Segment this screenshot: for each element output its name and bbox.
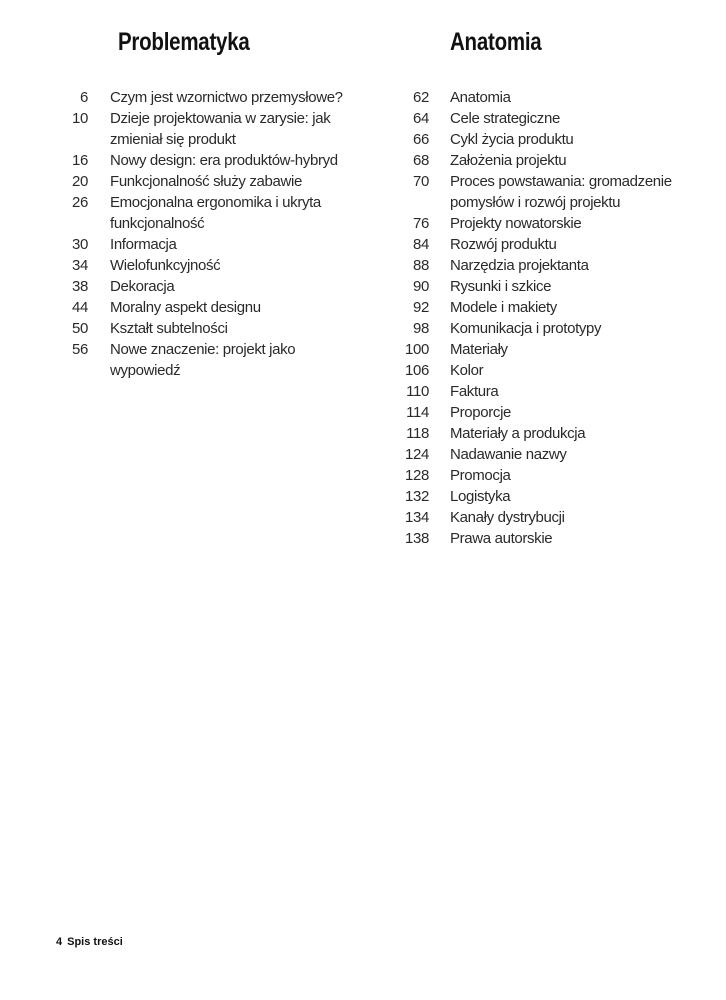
toc-title-line: Informacja <box>110 236 177 253</box>
toc-entry[interactable] <box>380 381 720 402</box>
toc-entry[interactable] <box>380 486 720 507</box>
toc-title <box>450 297 557 318</box>
toc-entry[interactable] <box>40 87 380 108</box>
toc-entry[interactable] <box>40 192 380 234</box>
toc-title-line: Prawa autorskie <box>450 530 553 547</box>
toc-title-line: pomysłów i rozwój projektu <box>450 194 621 211</box>
toc-title <box>450 318 601 339</box>
toc-entry[interactable] <box>380 402 720 423</box>
toc-title <box>110 171 302 192</box>
toc-title-line: Modele i makiety <box>450 299 557 316</box>
toc-page-number: 34 <box>72 257 88 274</box>
toc-entry[interactable] <box>40 339 380 381</box>
toc-title-line: Anatomia <box>450 89 511 106</box>
toc-page-number: 62 <box>413 89 429 106</box>
toc-title-line: Narzędzia projektanta <box>450 257 589 274</box>
section-heading-problematyka: Problematyka <box>118 28 250 56</box>
toc-title-line: Czym jest wzornictwo przemysłowe? <box>110 89 343 106</box>
section-heading-anatomia: Anatomia <box>450 28 542 56</box>
toc-title <box>450 150 566 171</box>
toc-entry[interactable] <box>40 108 380 150</box>
toc-list-anatomia <box>380 87 720 549</box>
toc-entry[interactable] <box>380 360 720 381</box>
toc-page-number: 6 <box>80 89 88 106</box>
toc-title <box>110 108 330 150</box>
toc-page-number: 30 <box>72 236 88 253</box>
toc-title-line: Komunikacja i prototypy <box>450 320 602 337</box>
toc-title <box>450 87 511 108</box>
toc-entry[interactable] <box>380 528 720 549</box>
toc-page-number: 90 <box>413 278 429 295</box>
toc-page-number: 76 <box>413 215 429 232</box>
toc-page-number: 98 <box>413 320 429 337</box>
toc-title-line: zmieniał się produkt <box>110 131 236 148</box>
toc-entry[interactable] <box>380 318 720 339</box>
toc-entry[interactable] <box>380 129 720 150</box>
toc-entry[interactable] <box>380 108 720 129</box>
toc-entry[interactable] <box>40 276 380 297</box>
toc-page-number: 70 <box>413 173 429 190</box>
toc-title-line: Wielofunkcyjność <box>110 257 221 274</box>
toc-entry[interactable] <box>380 297 720 318</box>
toc-title <box>450 213 581 234</box>
toc-page-number: 92 <box>413 299 429 316</box>
toc-page-number: 138 <box>405 530 429 547</box>
toc-title <box>110 276 174 297</box>
toc-title-line: Materiały <box>450 341 508 358</box>
toc-entry[interactable] <box>40 234 380 255</box>
toc-title-line: funkcjonalność <box>110 215 205 232</box>
toc-title <box>450 444 567 465</box>
toc-entry[interactable] <box>380 507 720 528</box>
toc-title <box>110 192 321 234</box>
toc-entry[interactable] <box>380 87 720 108</box>
toc-title-line: Funkcjonalność służy zabawie <box>110 173 302 190</box>
toc-title <box>450 465 511 486</box>
toc-page-number: 124 <box>405 446 429 463</box>
toc-page-number: 56 <box>72 341 88 358</box>
toc-page-number: 88 <box>413 257 429 274</box>
toc-title <box>450 171 672 213</box>
toc-title-line: Dzieje projektowania w zarysie: jak <box>110 110 331 127</box>
toc-title <box>110 318 228 339</box>
toc-title <box>110 87 343 108</box>
toc-title <box>110 234 177 255</box>
toc-title-line: Moralny aspekt designu <box>110 299 261 316</box>
toc-list-problematyka <box>40 87 380 381</box>
toc-title <box>450 339 508 360</box>
toc-page-number: 84 <box>413 236 429 253</box>
toc-title <box>450 360 483 381</box>
toc-title <box>450 129 573 150</box>
toc-entry[interactable] <box>380 234 720 255</box>
toc-entry[interactable] <box>40 318 380 339</box>
toc-title-line: Logistyka <box>450 488 511 505</box>
toc-entry[interactable] <box>40 255 380 276</box>
toc-page-number: 66 <box>413 131 429 148</box>
toc-title-line: Nowe znaczenie: projekt jako <box>110 341 296 358</box>
toc-title-line: Promocja <box>450 467 511 484</box>
toc-title <box>450 486 510 507</box>
toc-title-line: Nadawanie nazwy <box>450 446 567 463</box>
page-number: 4 <box>56 936 63 948</box>
footer-label: Spis treści <box>67 936 123 948</box>
toc-title <box>450 423 585 444</box>
toc-title <box>110 255 220 276</box>
toc-page-number: 68 <box>413 152 429 169</box>
toc-page-number: 16 <box>72 152 88 169</box>
toc-entry[interactable] <box>380 444 720 465</box>
toc-page-number: 50 <box>72 320 88 337</box>
toc-title <box>450 507 565 528</box>
toc-title-line: Emocjonalna ergonomika i ukryta <box>110 194 321 211</box>
toc-page-number: 10 <box>72 110 88 127</box>
toc-entry[interactable] <box>40 171 380 192</box>
toc-page-number: 118 <box>406 425 429 442</box>
toc-title-line: Kanały dystrybucji <box>450 509 565 526</box>
toc-title-line: Proporcje <box>450 404 512 421</box>
toc-page-number: 110 <box>406 383 429 400</box>
toc-entry[interactable] <box>380 150 720 171</box>
toc-title-line: Kształt subtelności <box>110 320 228 337</box>
toc-title <box>450 276 551 297</box>
toc-title-line: Kolor <box>450 362 484 379</box>
toc-title-line: Rysunki i szkice <box>450 278 552 295</box>
toc-page-number: 106 <box>405 362 429 379</box>
toc-entry[interactable] <box>380 423 720 444</box>
toc-page-number: 64 <box>413 110 429 127</box>
toc-title-line: Projekty nowatorskie <box>450 215 582 232</box>
toc-title-line: Cykl życia produktu <box>450 131 574 148</box>
toc-title <box>110 339 295 381</box>
toc-title <box>450 528 552 549</box>
toc-title-line: Faktura <box>450 383 499 400</box>
toc-entry[interactable] <box>40 297 380 318</box>
toc-page-number: 128 <box>405 467 429 484</box>
toc-title <box>450 255 589 276</box>
toc-page-number: 38 <box>72 278 88 295</box>
toc-title-line: Założenia projektu <box>450 152 567 169</box>
toc-title-line: Rozwój produktu <box>450 236 557 253</box>
toc-page-number: 20 <box>72 173 88 190</box>
toc-page-number: 100 <box>405 341 429 358</box>
toc-page-number: 134 <box>405 509 429 526</box>
toc-entry[interactable] <box>380 213 720 234</box>
toc-page-number: 26 <box>72 194 88 211</box>
toc-page-number: 44 <box>72 299 88 316</box>
toc-entry[interactable] <box>380 465 720 486</box>
toc-title <box>450 234 556 255</box>
toc-title-line: Materiały a produkcja <box>450 425 586 442</box>
toc-title-line: wypowiedź <box>110 362 181 379</box>
toc-entry[interactable] <box>40 150 380 171</box>
toc-title-line: Cele strategiczne <box>450 110 560 127</box>
toc-entry[interactable] <box>380 255 720 276</box>
page-footer <box>56 936 123 948</box>
toc-title <box>450 108 560 129</box>
toc-entry[interactable] <box>380 276 720 297</box>
toc-title <box>450 381 498 402</box>
toc-page-number: 132 <box>405 488 429 505</box>
toc-entry[interactable] <box>380 171 720 213</box>
toc-title-line: Nowy design: era produktów-hybryd <box>110 152 338 169</box>
toc-title <box>450 402 511 423</box>
toc-entry[interactable] <box>380 339 720 360</box>
toc-title <box>110 297 261 318</box>
toc-page-number: 114 <box>406 404 429 421</box>
toc-title-line: Proces powstawania: gromadzenie <box>450 173 672 190</box>
toc-title-line: Dekoracja <box>110 278 175 295</box>
toc-title <box>110 150 338 171</box>
